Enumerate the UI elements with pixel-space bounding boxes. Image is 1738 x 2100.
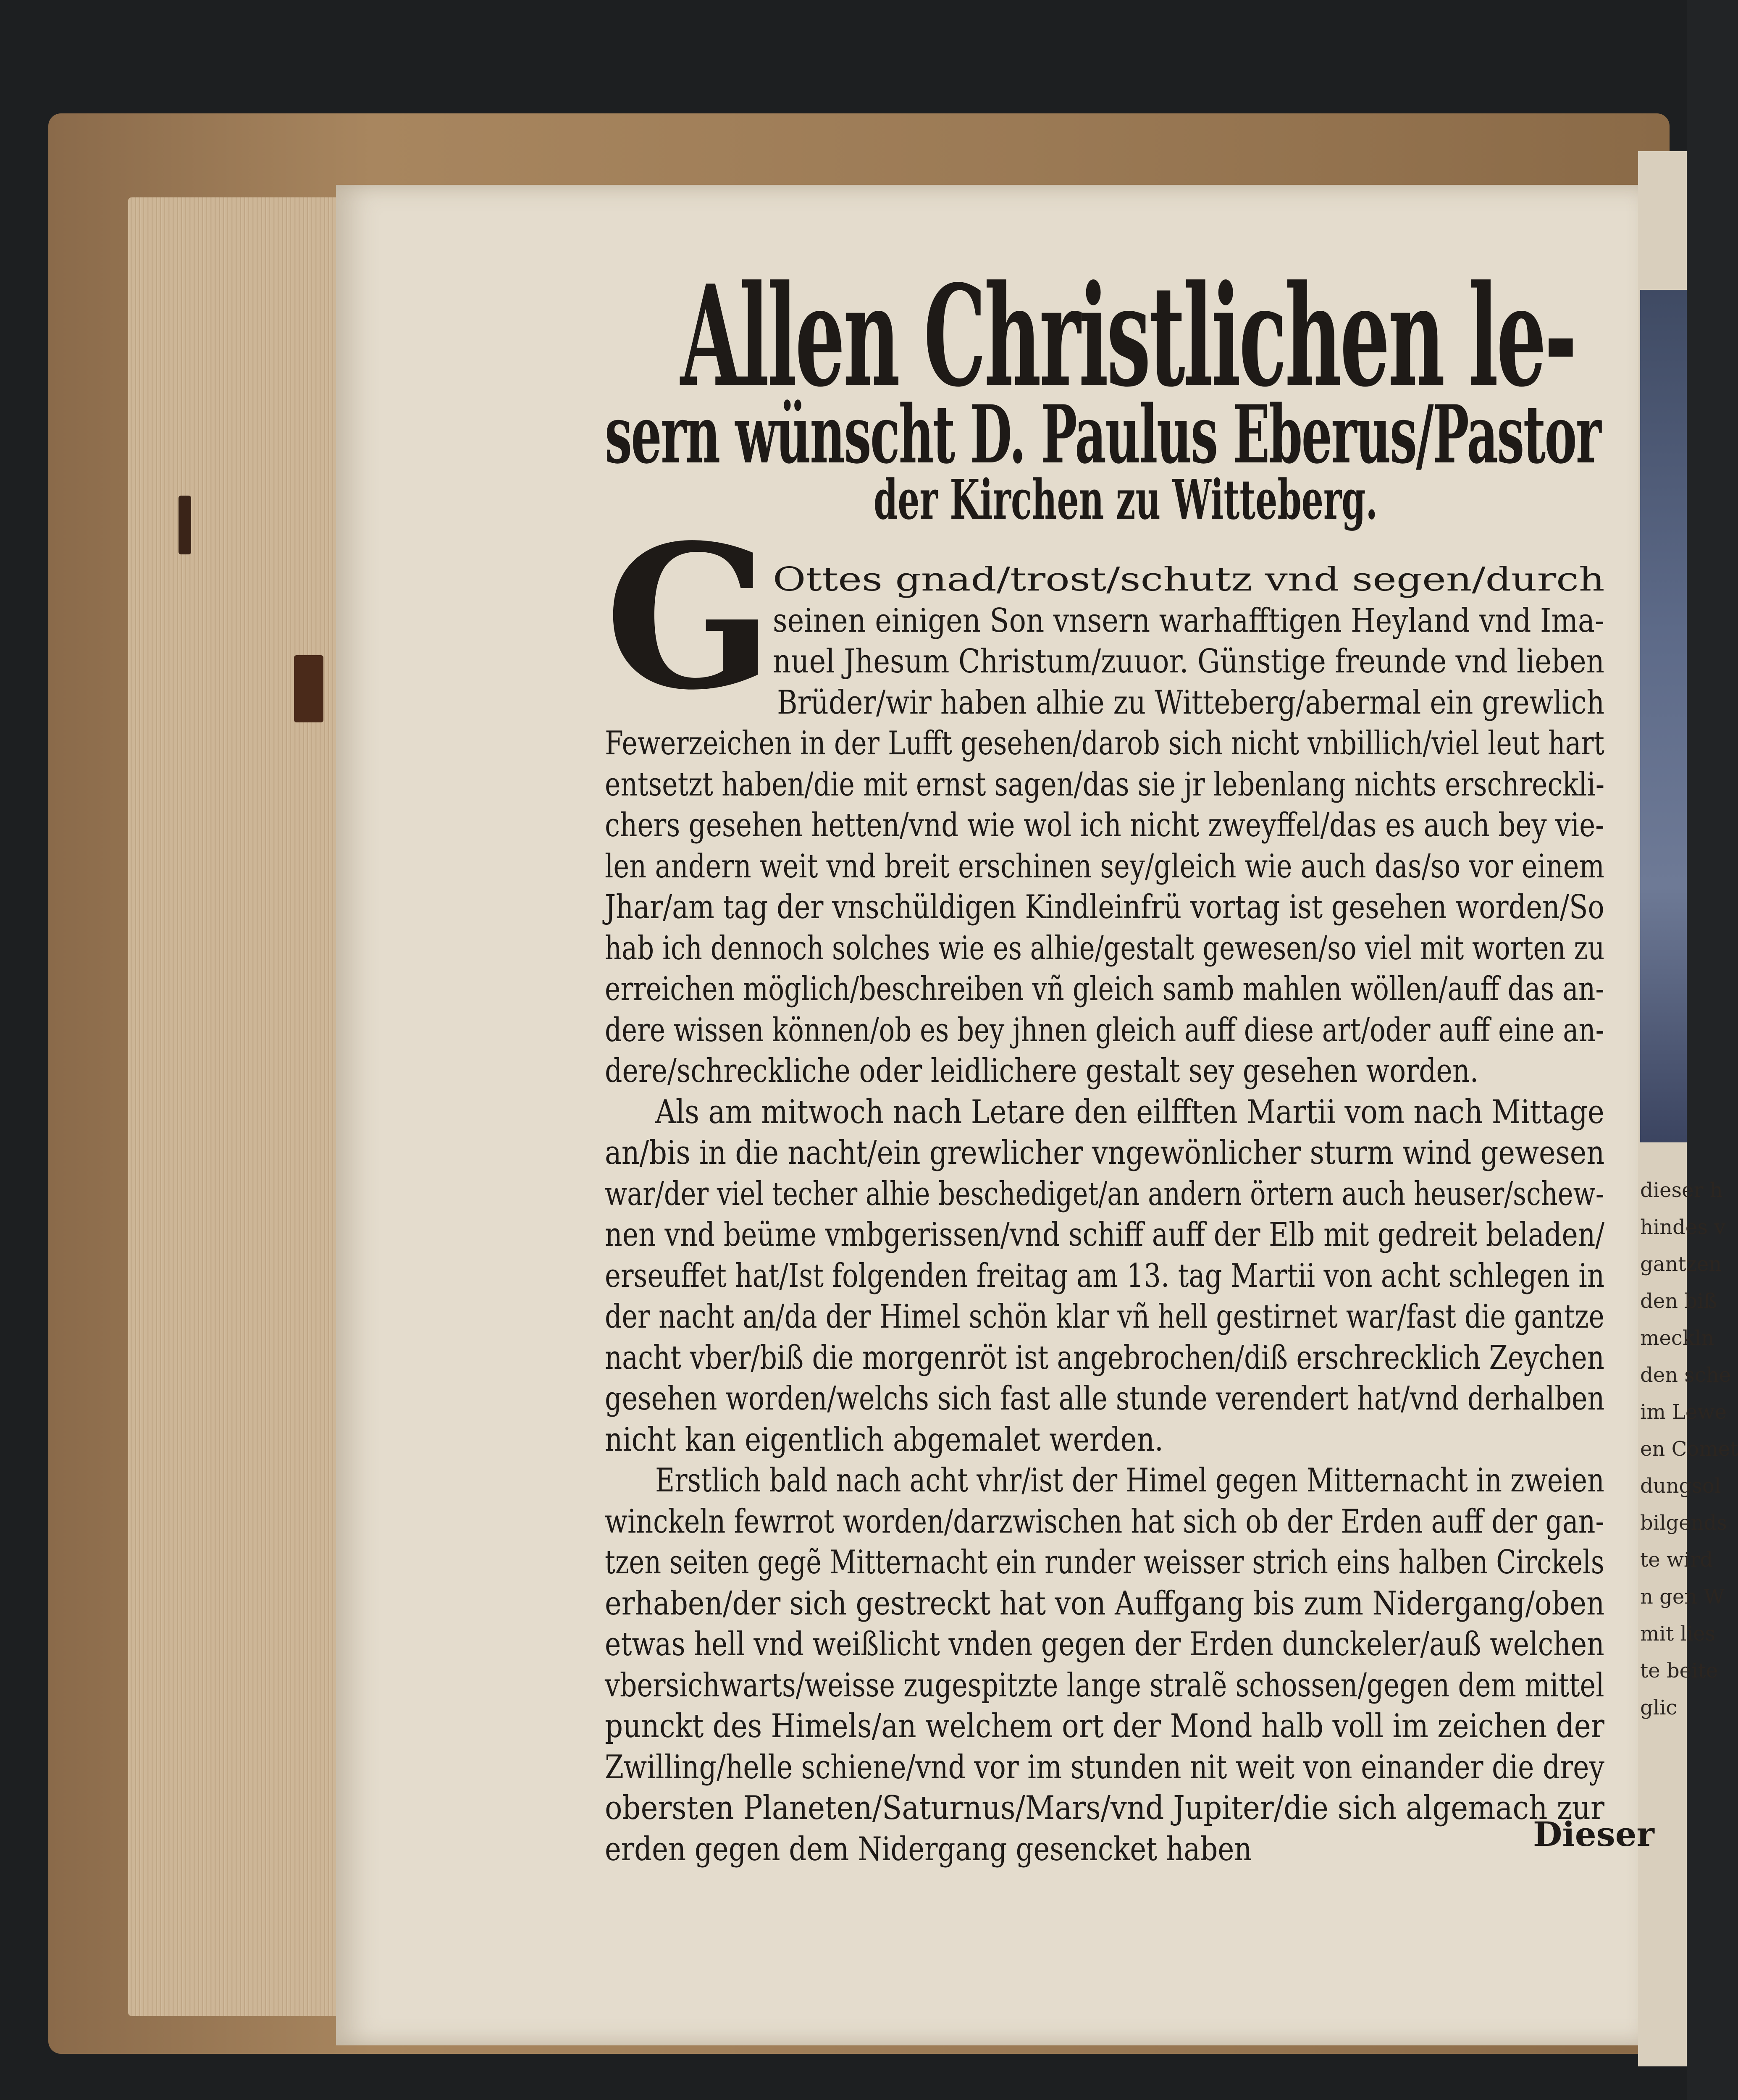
text-line: len andern weit vnd breit erschinen sey/gleich wie auch das/so vor einem (605, 847, 1605, 885)
facing-text-fragment: bilgends (1640, 1511, 1727, 1535)
facing-text-fragment: en Comet (1640, 1437, 1738, 1461)
text-line: Ottes gnad/trost/schutz vnd segen/durch (773, 561, 1605, 598)
text-line: erhaben/der sich gestreckt hat von Auffgang bis zum Nidergang/oben (605, 1584, 1605, 1622)
text-line: nicht kan eigentlich abgemalet werden. (605, 1420, 1163, 1459)
text-line: Fewerzeichen in der Lufft gesehen/darob sich nicht vnbillich/viel leut hart (605, 724, 1604, 762)
text-line: punckt des Himels/an welchem ort der Mond halb voll im zeichen der (605, 1707, 1604, 1745)
page-edges (128, 197, 347, 2016)
facing-text-fragment: gantzen (1640, 1252, 1722, 1276)
facing-text-fragment: dungsol (1640, 1474, 1721, 1498)
text-line: winckeln fewrrot worden/darzwischen hat sich ob der Erden auff der gan- (605, 1502, 1604, 1541)
facing-text-fragment: dieser h (1640, 1179, 1723, 1202)
decorated-initial: G (605, 501, 774, 733)
text-line: etwas hell vnd weißlicht vnden gegen der Erden dunckeler/auß welchen (605, 1625, 1604, 1663)
facing-text-fragment: im Lewe (1640, 1400, 1727, 1424)
text-line: Jhar/am tag der vnschüldigen Kindleinfrü vortag ist gesehen worden/So (605, 888, 1604, 926)
text-line: an/bis in die nacht/ein grewlicher vngewönlicher sturm wind gewesen (605, 1134, 1605, 1172)
facing-text-fragment: glic (1640, 1696, 1678, 1719)
heading-line-3: der Kirchen zu Witteberg. (874, 467, 1378, 532)
text-line: erseuffet hat/Ist folgenden freitag am 13. tag Martii von acht schlegen in (605, 1257, 1605, 1295)
facing-page-text (1640, 1172, 1738, 1814)
text-line: entsetzt haben/die mit ernst sagen/das sie jr lebenlang nichts erschreckli- (605, 765, 1605, 803)
text-line: nacht vber/biß die morgenröt ist angebrochen/diß erschrecklich Zeychen (605, 1339, 1604, 1377)
text-line: der nacht an/da der Himel schön klar vñ hell gestirnet war/fast die gantze (605, 1298, 1604, 1336)
facing-text-fragment: n gen W (1640, 1585, 1725, 1609)
facing-page-illustration (1640, 290, 1687, 1142)
facing-text-fragment: te beite (1640, 1659, 1718, 1683)
text-line: tzen seiten gegẽ Mitternacht ein runder weisser strich eins halben Circkels (605, 1544, 1604, 1581)
text-line: vbersichwarts/weisse zugespitzte lange stralẽ schossen/gegen dem mittel (605, 1666, 1604, 1704)
facing-text-fragment: hindes v (1640, 1215, 1726, 1239)
facing-text-fragment: meckln (1640, 1326, 1714, 1350)
text-line: Als am mitwoch nach Letare den eilfften Martii vom nach Mittage (655, 1093, 1604, 1131)
text-line: Brüder/wir haben alhie zu Witteberg/abermal ein grewlich (777, 683, 1605, 722)
clasp-mark-top (179, 496, 191, 554)
text-line: chers gesehen hetten/vnd wie wol ich nicht zweyffel/das es auch bey vie- (605, 806, 1604, 844)
facing-text-fragment: den biß (1640, 1289, 1717, 1313)
text-line: Zwilling/helle schiene/vnd vor im stunden nit weit von einander die drey (605, 1748, 1604, 1786)
text-line: erden gegen dem Nidergang gesencket haben (605, 1830, 1252, 1868)
text-line: hab ich dennoch solches wie es alhie/gestalt gewesen/so viel mit worten zu (605, 929, 1605, 967)
text-line: erreichen möglich/beschreiben vñ gleich samb mahlen wöllen/auff das an- (605, 970, 1604, 1008)
text-line: gesehen worden/welchs sich fast alle stunde verendert hat/vnd derhalben (605, 1380, 1605, 1418)
text-line: nen vnd beüme vmbgerissen/vnd schiff auff der Elb mit gedreit beladen/ (605, 1216, 1605, 1254)
catchword: Dieser (1533, 1814, 1654, 1854)
text-line: war/der viel techer alhie beschediget/an andern örtern auch heuser/schew- (605, 1175, 1604, 1213)
facing-text-fragment: den sche (1640, 1363, 1731, 1387)
text-line: obersten Planeten/Saturnus/Mars/vnd Jupiter/die sich algemach zur (605, 1789, 1604, 1827)
text-line: Erstlich bald nach acht vhr/ist der Himel gegen Mitternacht in zweien (655, 1462, 1604, 1499)
heading-line-2: sern wünscht D. Paulus Eberus/Pastor (605, 388, 1601, 481)
facing-text-fragment: mit lies (1640, 1622, 1716, 1646)
facing-text-fragment: te wird (1640, 1548, 1713, 1572)
clasp-mark-bottom (294, 655, 323, 722)
text-line: dere wissen können/ob es bey jhnen gleich auff diese art/oder auff eine an- (605, 1011, 1604, 1049)
text-line: seinen einigen Son vnsern warhafftigen Heyland vnd Ima- (773, 601, 1604, 640)
text-line: dere/schreckliche oder leidlichere gestalt sey gesehen worden. (605, 1052, 1479, 1090)
text-line: nuel Jhesum Christum/zuuor. Günstige freunde vnd lieben (773, 643, 1604, 680)
heading-line-1: Allen Christlichen le- (680, 255, 1575, 417)
